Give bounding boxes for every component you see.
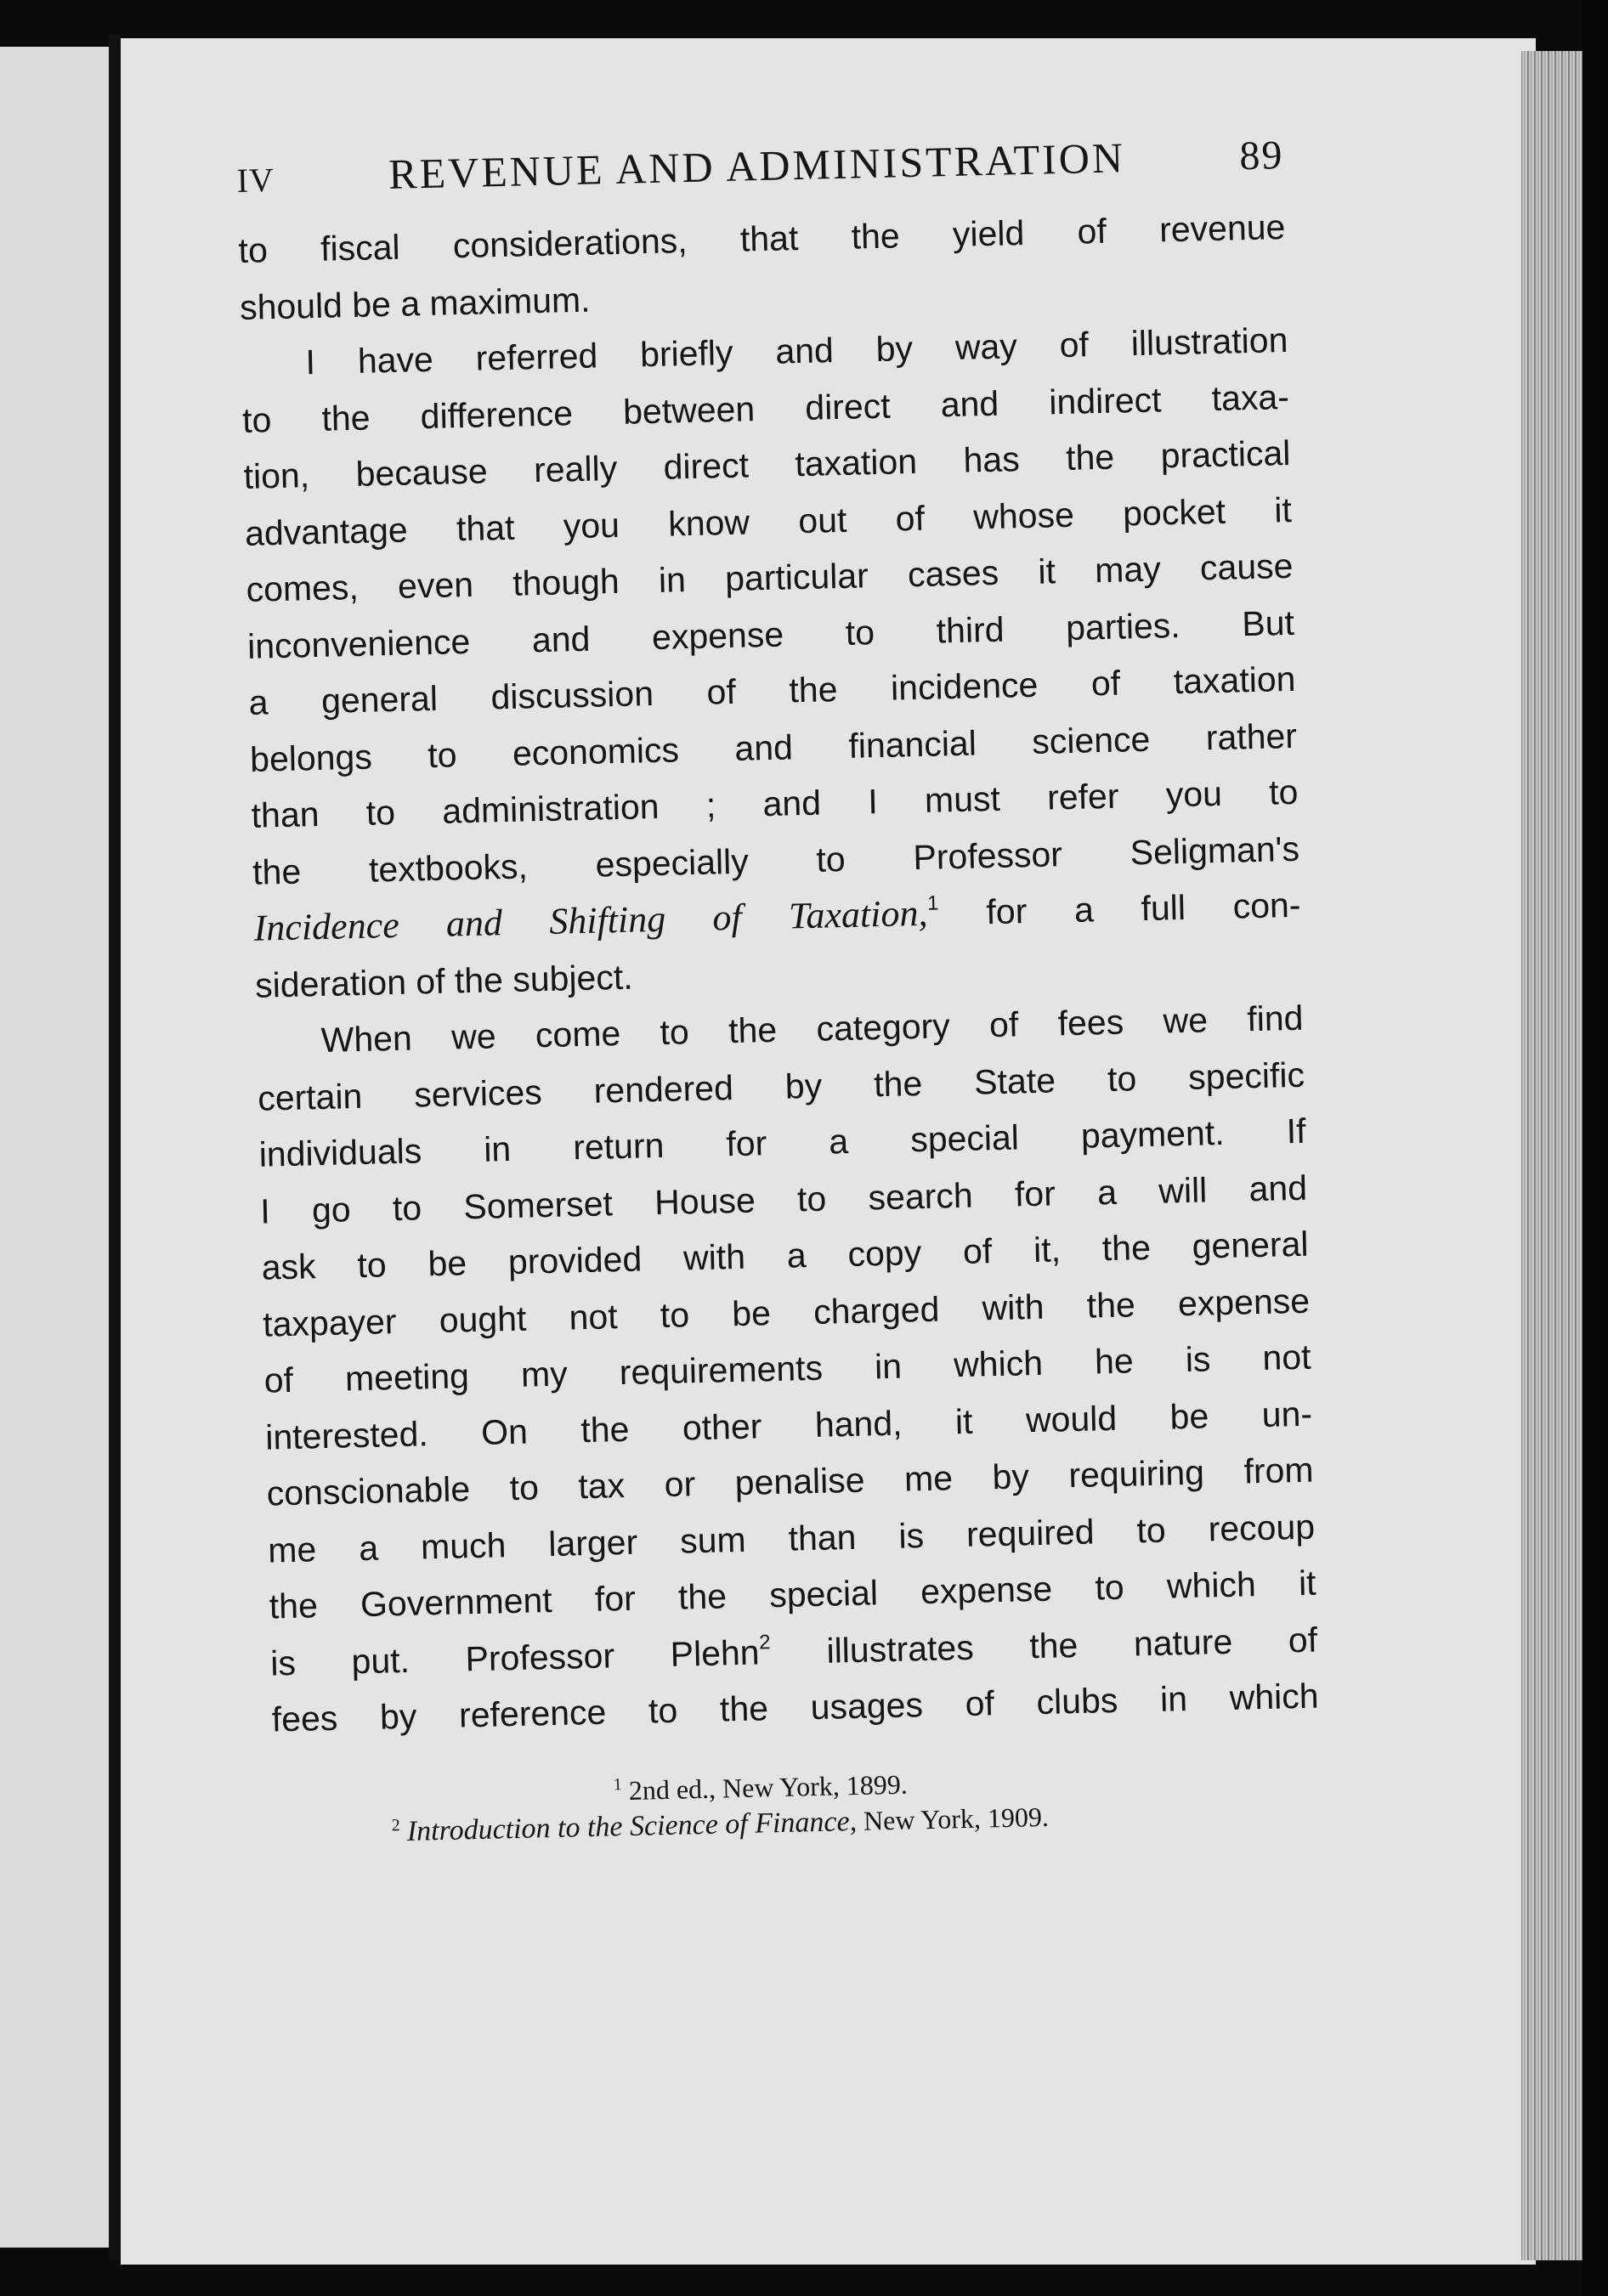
footnote-ref: 1 [926,891,939,915]
footnote-text: New York, 1909. [856,1801,1050,1836]
section-number: IV [236,160,275,200]
text-line: inconvenience and expense to third parties. But [246,602,1295,666]
text-line: certain services rendered by the State to specific [257,1055,1305,1118]
text-fragment: is put. Professor Plehn [269,1632,761,1683]
text-line: to the difference between direct and indirect taxa- [241,376,1290,440]
text-line: me a much larger sum than is required to recoup [267,1507,1316,1570]
text-fragment: for a full con- [938,885,1301,933]
book-title-italic: Incidence and Shifting of Taxation, [253,891,928,949]
footnote-mark: 2 [391,1815,400,1835]
text-line: advantage that you know out of whose pocket it [244,489,1293,553]
text-line: conscionable to tax or penalise me by requiring from [266,1450,1315,1513]
text-line: fees by reference to the usages of clubs in which [271,1676,1320,1739]
footnote-text: 2nd ed., New York, 1899. [628,1768,909,1806]
scan-border [1583,0,1608,2296]
text-line: tion, because really direct taxation has the practical [243,433,1291,496]
body-text [238,199,1319,1748]
running-title: REVENUE AND ADMINISTRATION [388,133,1126,198]
text-line: I have referred briefly and by way of illustration [305,320,1288,382]
facing-page-edge [0,47,109,2248]
text-line: to fiscal considerations, that the yield of revenue [238,207,1286,270]
text-line: ask to be provided with a copy of it, the general [261,1224,1309,1287]
text-line: interested. On the other hand, it would be un- [264,1394,1313,1457]
text-line: I go to Somerset House to search for a will and [259,1168,1308,1231]
footnote-mark: 1 [613,1774,622,1794]
text-line: a general discussion of the incidence of taxation [248,659,1296,722]
text-line: than to administration ; and I must refer you to [251,772,1299,835]
page-block-edge [1521,51,1583,2260]
text-fragment: illustrates the nature of [770,1620,1318,1671]
text-line: taxpayer ought not to be charged with the expense [262,1281,1311,1344]
text-line: individuals in return for a special payment. If [258,1111,1306,1174]
footnote-ref: 2 [758,1630,771,1654]
text-line: should be a maximum. [239,280,592,327]
text-line: sideration of the subject. [254,957,634,1005]
book-gutter [109,34,121,2260]
text-line: the Government for the special expense to which it [269,1563,1317,1626]
page-number: 89 [1238,133,1284,179]
page-text [236,129,1322,1852]
text-line: When we come to the category of fees we find [320,998,1304,1060]
text-line: of meeting my requirements in which he is not [263,1337,1311,1400]
text-line: comes, even though in particular cases it may cause [246,546,1294,609]
text-line: belongs to economics and financial science rather [249,715,1298,779]
footnote-book-title: Introduction to the Science of Finance, [406,1805,858,1847]
text-line: the textbooks, especially to Professor Seligman's [252,828,1300,892]
